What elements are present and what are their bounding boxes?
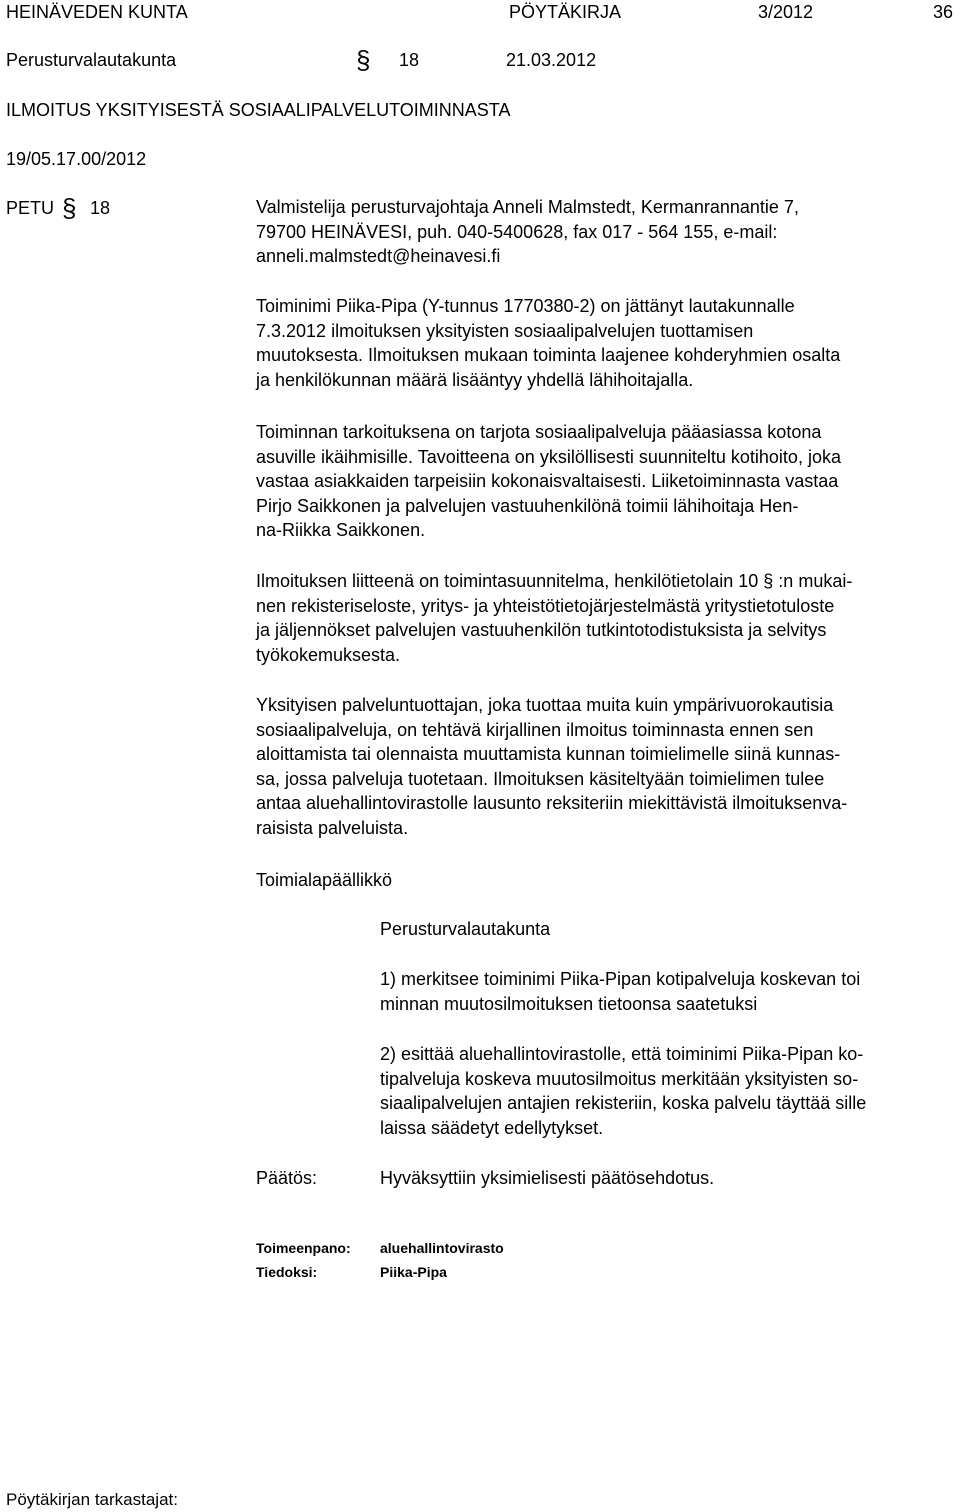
- decision-label: Päätös:: [256, 1168, 318, 1188]
- municipality-name: HEINÄVEDEN KUNTA: [6, 2, 188, 22]
- section-symbol: §: [356, 45, 371, 75]
- meeting-date: 21.03.2012: [506, 50, 597, 70]
- proposer: Toimialapäällikkö: [256, 870, 393, 890]
- proposal-item-2: 2) esittää aluehallintovirastolle, että toiminimi Piika-Pipan ko- tipalveluja koskeva muutosilmoitus merkitään yksityisten so- siaalipalvelujen antajien rekisteriin, koska palvelu täyttää sille laissa säädetyt edellytykset.: [380, 1044, 867, 1138]
- paragraph-attachments: Ilmoituksen liitteenä on toimintasuunnitelma, henkilötietolain 10 § :n mukai- nen rekisteriseloste, yritys- ja yhteistötietojärjestelmästä yritystietotuloste ja jäljennökset palvelujen vastuuhenkilön tutkintotodistuksista ja selvitys työkokemuksesta.: [256, 571, 853, 665]
- paragraph-purpose: Toiminnan tarkoituksena on tarjota sosiaalipalveluja pääasiassa kotona asuville ikäihmisille. Tavoitteena on yksilöllisesti suunniteltu kotihoito, joka vastaa asiakkaiden tarpeisiin kokonaisvaltaisesti. Liiketoiminnasta vastaa Pirjo Saikkonen ja palvelujen vastuuhenkilönä toimii lähihoitaja Hen- na-Riikka Saikkonen.: [256, 422, 841, 541]
- document-type: PÖYTÄKIRJA: [509, 2, 622, 22]
- paragraph-regulation: Yksityisen palveluntuottajan, joka tuottaa muita kuin ympärivuorokautisia sosiaalipalveluja, on tehtävä kirjallinen ilmoitus toiminnasta ennen sen aloittamista tai olennaista muuttamista kunnan toimielimelle siinä kunnas- sa, jossa palveluja tuotetaan. Ilmoituksen käsiteltyään toimielimen tulee antaa aluehallintovirastolle lausunto reksiteriin miekittävistä ilmoituksenva- raisista palveluista.: [256, 695, 848, 838]
- execution-value: aluehallintovirasto: [380, 1240, 504, 1256]
- proposal-board: Perusturvalautakunta: [380, 919, 551, 939]
- document-number: 3/2012: [758, 2, 814, 22]
- reference-symbol: §: [62, 193, 77, 223]
- proposal-item-1: 1) merkitsee toiminimi Piika-Pipan kotipalveluja koskevan toi minnan muutosilmoituksen tietoonsa saatetuksi: [380, 969, 861, 1014]
- page-number: 36: [933, 2, 954, 22]
- record-number: 19/05.17.00/2012: [6, 149, 147, 169]
- info-label: Tiedoksi:: [256, 1264, 318, 1280]
- preparer-block: Valmistelija perusturvajohtaja Anneli Malmstedt, Kermanrannantie 7, 79700 HEINÄVESI, puh. 040-5400628, fax 017 - 564 155, e-mail: anneli.malmstedt@heinavesi.fi: [256, 197, 799, 267]
- item-title: ILMOITUS YKSITYISESTÄ SOSIAALIPALVELUTOIMINNASTA: [6, 100, 511, 120]
- section-number: 18: [399, 50, 420, 70]
- reviewers-label: Pöytäkirjan tarkastajat:: [6, 1490, 178, 1509]
- reference-number: 18: [90, 198, 111, 218]
- reference-code: PETU: [6, 198, 55, 218]
- board-name: Perusturvalautakunta: [6, 50, 177, 70]
- decision-text: Hyväksyttiin yksimielisesti päätösehdotus.: [380, 1168, 715, 1188]
- paragraph-notification: Toiminimi Piika-Pipa (Y-tunnus 1770380-2) on jättänyt lautakunnalle 7.3.2012 ilmoituksen yksityisten sosiaalipalvelujen tuottamisen muutoksesta. Ilmoituksen mukaan toiminta laajenee kohderyhmien osalta ja henkilökunnan määrä lisääntyy yhdellä lähihoitajalla.: [256, 296, 841, 390]
- execution-label: Toimeenpano:: [256, 1240, 351, 1256]
- info-value: Piika-Pipa: [380, 1264, 447, 1280]
